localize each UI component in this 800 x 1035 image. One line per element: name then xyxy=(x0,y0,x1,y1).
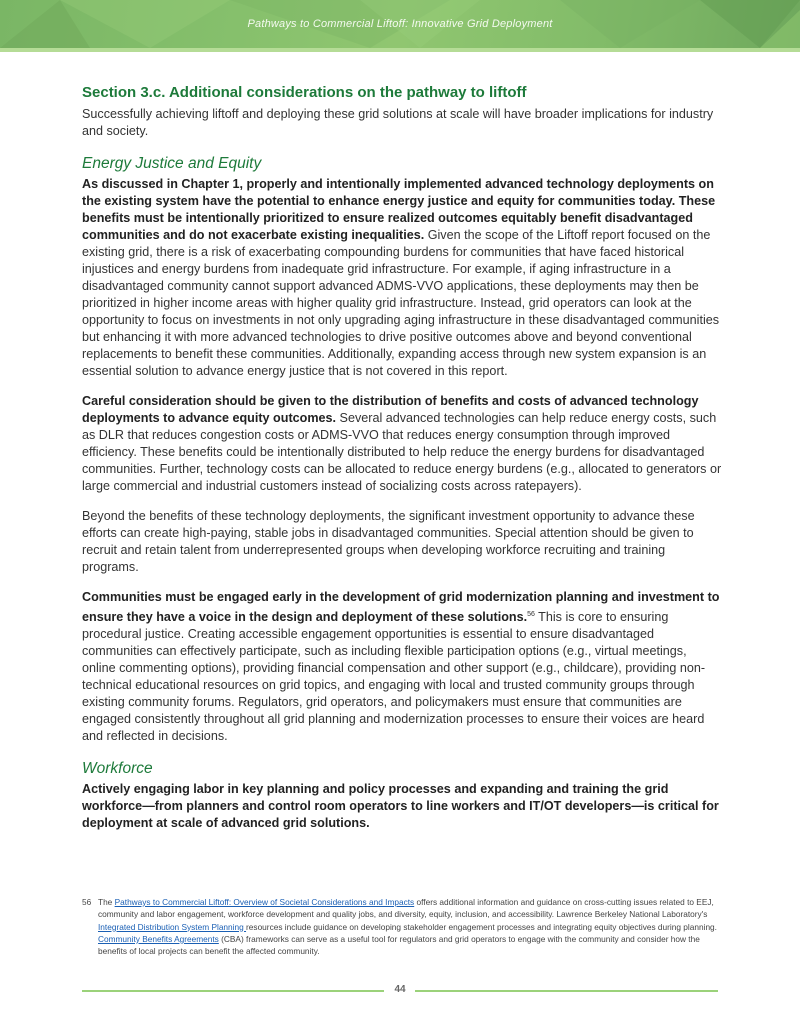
running-header-title: Pathways to Commercial Liftoff: Innovative Grid Deployment xyxy=(247,18,553,30)
workforce-paragraph-1 xyxy=(82,781,722,832)
body-text: Several advanced technologies can help reduce energy costs, such as DLR that reduces congestion costs or ADMS-VVO that reduces energy consumption through improved efficiency. These benefits could be intentionally distributed to help reduce the energy burdens for disadvantaged communities. Further, technology costs can be allocated to reduce energy burdens (e.g., allocated to generators or large commercial and industrial customers instead of socializing costs across ratepayers). xyxy=(82,411,722,493)
lead-sentence: Communities must be engaged early in the development of grid modernization planning and investment to ensure they have a voice in the design and deployment of these solutions. xyxy=(82,590,720,625)
lead-sentence: As discussed in Chapter 1, properly and intentionally implemented advanced technology deployments on the existing system have the potential to enhance energy justice and equity for communities today. These benefits must be intentionally prioritized to ensure realized outcomes equitably benefit disadvantaged communities and do not exacerbate existing inequalities. xyxy=(82,177,716,242)
energy-justice-paragraph-3: Beyond the benefits of these technology deployments, the significant investment opportunity to advance these efforts can create high-paying, stable jobs in disadvantaged communities. Special attention should be given to recruit and retain talent from underrepresented groups when developing workforce recruiting and training programs. xyxy=(82,509,695,574)
footnote-reference[interactable]: 56 xyxy=(527,611,535,618)
header-strip xyxy=(0,48,800,52)
body-text: This is core to ensuring procedural justice. Creating accessible engagement opportunities is essential to ensure disadvantaged communities can effectively participate, such as including flexible participation options (e.g., virtual meetings, online commenting options), providing financial compensation and other support (e.g., childcare), providing non-technical educational resources on grid topics, and engaging with local and trusted community groups through existing community forums. Regulators, grid operators, and policymakers must ensure that communities are engaged consistently throughout all grid planning and modernization processes to ensure their voices are heard and reflected in decisions. xyxy=(82,610,706,744)
energy-justice-paragraph-1 xyxy=(82,176,722,380)
energy-justice-paragraph-2 xyxy=(82,393,722,495)
header-banner xyxy=(0,0,800,48)
section-intro: Successfully achieving liftoff and deploying these grid solutions at scale will have broader implications for industry and society. xyxy=(82,107,714,138)
footnote-number: 56 xyxy=(82,897,92,907)
footnote-text: (CBA) frameworks can serve as a useful tool for regulators and grid operators to engage with the community and consider how the benefits of local projects can benefit the affected community. xyxy=(98,933,700,957)
page-footer xyxy=(82,983,718,997)
main-content xyxy=(82,84,722,845)
link-societal-considerations[interactable]: Pathways to Commercial Liftoff: Overview of Societal Considerations and Impacts xyxy=(114,897,415,907)
footnote-56 xyxy=(82,896,722,957)
lead-sentence: Careful consideration should be given to the distribution of benefits and costs of advanced technology deployments to advance equity outcomes. xyxy=(82,394,699,425)
section-title: Section 3.c. Additional considerations on the pathway to liftoff xyxy=(82,84,527,101)
footnote-text: The xyxy=(98,897,115,907)
energy-justice-paragraph-4 xyxy=(82,589,722,745)
link-community-benefits-agreements[interactable]: Community Benefits Agreements xyxy=(98,933,219,944)
lead-sentence: Actively engaging labor in key planning and policy processes and expanding and training the grid workforce—from planners and control room operators to line workers and IT/OT developers—is critical for deployment at scale of advanced grid solutions. xyxy=(82,782,719,831)
footnote-text: resources include guidance on developing stakeholder engagement processes and integrating equity objectives during planning. xyxy=(246,921,717,932)
energy-justice-heading: Energy Justice and Equity xyxy=(82,155,262,172)
link-integrated-distribution-system-planning[interactable]: Integrated Distribution System Planning xyxy=(98,921,247,932)
body-text: Given the scope of the Liftoff report focused on the existing grid, there is a risk of exacerbating compounding burdens for communities that have faced historical injustices and energy burdens from inadequate grid infrastructure. For example, if aging infrastructure in a disadvantaged community cannot support advanced ADMS-VVO applications, these deployments may then be prioritized in higher income areas with higher quality grid infrastructure. Instead, grid operators can look at the opportunity to focus on investments in not only upgrading aging infrastructure in these disadvantaged communities but enhancing it with more advanced technologies to drive positive outcomes above and beyond conventional replacements to benefit these communities. Additionally, expanding access through new system expansion is an essential solution to advance energy justice that is not covered in this report. xyxy=(82,228,720,378)
page-number: 44 xyxy=(394,984,406,995)
workforce-heading: Workforce xyxy=(82,760,153,778)
footnote-text: offers additional information and guidance on cross-cutting issues related to EEJ, community and labor engagement, workforce development and quality jobs, and diversity, equity, inclusion, and accessibility. Lawrence Berkeley National Laboratory's xyxy=(98,897,714,920)
